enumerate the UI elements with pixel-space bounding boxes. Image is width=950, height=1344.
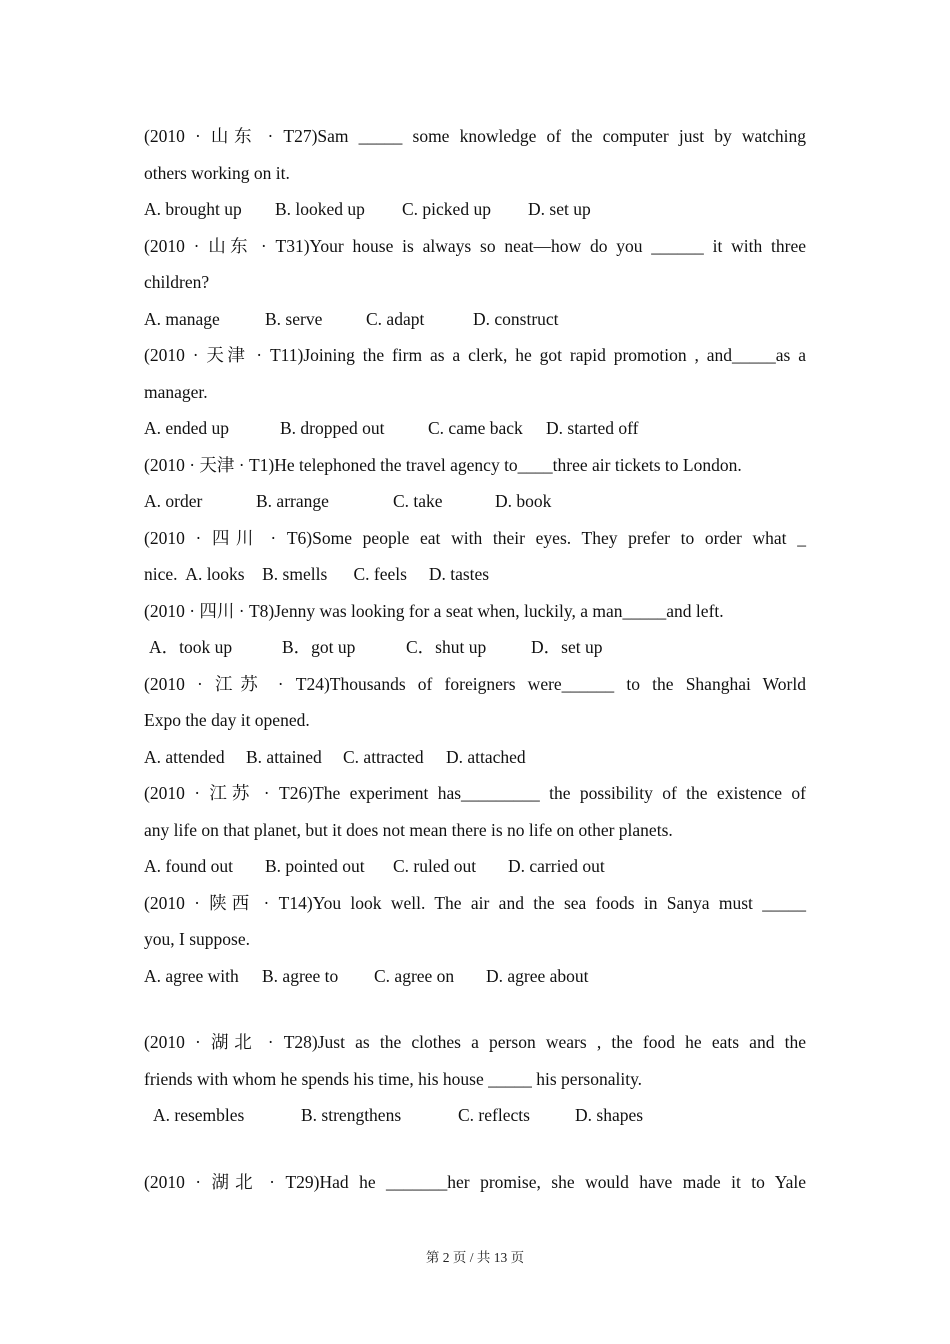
answer-options — [144, 191, 806, 228]
option-b: B. arrange — [256, 491, 329, 511]
question-text-line: (2010 · 湖北 · T28)Just as the clothes a person wears , the food he eats and the — [144, 1032, 806, 1052]
question-text-line: (2010 · 山东 · T31)Your house is always so neat—how do you ______ it with three — [144, 235, 806, 256]
option-a: A. attended — [144, 746, 225, 767]
option-c: C. picked up — [402, 199, 491, 219]
answer-options — [144, 1097, 806, 1134]
option-d: D. construct — [473, 308, 559, 329]
option-b: B. looked up — [275, 199, 365, 219]
question-text-line: Expo the day it opened. — [144, 710, 310, 730]
question-text-line: (2010 · 江苏 · T26)The experiment has_________ the possibility of the existence of — [144, 783, 806, 803]
answer-options — [144, 301, 806, 338]
spacer — [144, 1134, 806, 1164]
question-text-line: friends with whom he spends his time, his house _____ his personality. — [144, 1068, 643, 1089]
option-c: C. take — [393, 491, 443, 511]
question-text-line: (2010 · 四川 · T8)Jenny was looking for a seat when, luckily, a man_____and left. — [144, 600, 724, 621]
question-text-line: (2010 · 湖北 · T29)Had he _______her promise, she would have made it to Yale — [144, 1171, 806, 1192]
option-c: C. reflects — [458, 1105, 530, 1125]
option-a: A．took up — [149, 637, 233, 657]
question-text-line: (2010 · 山东 · T27)Sam _____ some knowledge of the computer just by watching — [144, 126, 806, 146]
question-text-line: (2010 · 江苏 · T24)Thousands of foreigners were______ to the Shanghai World — [144, 673, 806, 694]
option-b: B. strengthens — [301, 1105, 402, 1125]
option-a: A. resembles — [153, 1105, 245, 1125]
option-d: D. book — [495, 491, 552, 511]
option-d: D. shapes — [575, 1105, 644, 1125]
question-text-line: you, I suppose. — [144, 929, 250, 949]
option-a: A. order — [144, 491, 203, 511]
option-b: B. serve — [265, 308, 323, 329]
option-b: B．got up — [282, 637, 356, 657]
question-text-line: any life on that planet, but it does not mean there is no life on other planets. — [144, 819, 673, 840]
spacer — [144, 994, 806, 1024]
option-b: B. pointed out — [265, 856, 365, 876]
option-a: A. ended up — [144, 418, 230, 438]
answer-options — [144, 629, 806, 666]
option-a: A. found out — [144, 856, 233, 876]
option-c: C．shut up — [406, 637, 487, 657]
answer-options — [144, 958, 806, 995]
option-c: C. adapt — [366, 308, 425, 329]
answer-options — [144, 483, 806, 520]
option-c: C. came back — [428, 418, 523, 438]
question-text-line: manager. — [144, 381, 208, 402]
option-d: D. set up — [528, 199, 591, 219]
option-d: D. started off — [546, 418, 639, 438]
option-b: B. dropped out — [280, 418, 385, 438]
option-b: B. attained — [246, 746, 322, 767]
answer-options — [144, 410, 806, 447]
question-text-line: (2010 · 陕西 · T14)You look well. The air and the sea foods in Sanya must _____ — [144, 892, 806, 913]
question-text-line: others working on it. — [144, 162, 290, 183]
option-d: D. attached — [446, 746, 526, 767]
option-c: C. agree on — [374, 965, 455, 986]
answer-options — [144, 848, 806, 885]
question-text-line: (2010 · 天津 · T1)He telephoned the travel agency to____three air tickets to London. — [144, 454, 742, 475]
option-a: A. agree with — [144, 965, 239, 986]
option-c: C. attracted — [343, 746, 424, 767]
answer-options — [144, 739, 806, 776]
option-d: D. agree about — [486, 965, 589, 986]
question-text-line: nice. A. looks B. smells C. feels D. tastes — [144, 564, 490, 584]
page-footer: 第 2 页 / 共 13 页 — [425, 1250, 525, 1265]
option-c: C. ruled out — [393, 856, 477, 876]
question-text-line: (2010 · 四川 · T6)Some people eat with their eyes. They prefer to order what _ — [144, 527, 806, 548]
option-d: D．set up — [531, 637, 603, 657]
question-text-line: (2010 · 天津 · T11)Joining the firm as a clerk, he got rapid promotion , and_____as a — [144, 345, 806, 365]
option-d: D. carried out — [508, 856, 605, 876]
option-a: A. brought up — [144, 199, 242, 219]
question-text-line: children? — [144, 272, 210, 292]
question-list — [144, 118, 806, 1200]
option-b: B. agree to — [262, 965, 339, 986]
option-a: A. manage — [144, 308, 220, 329]
